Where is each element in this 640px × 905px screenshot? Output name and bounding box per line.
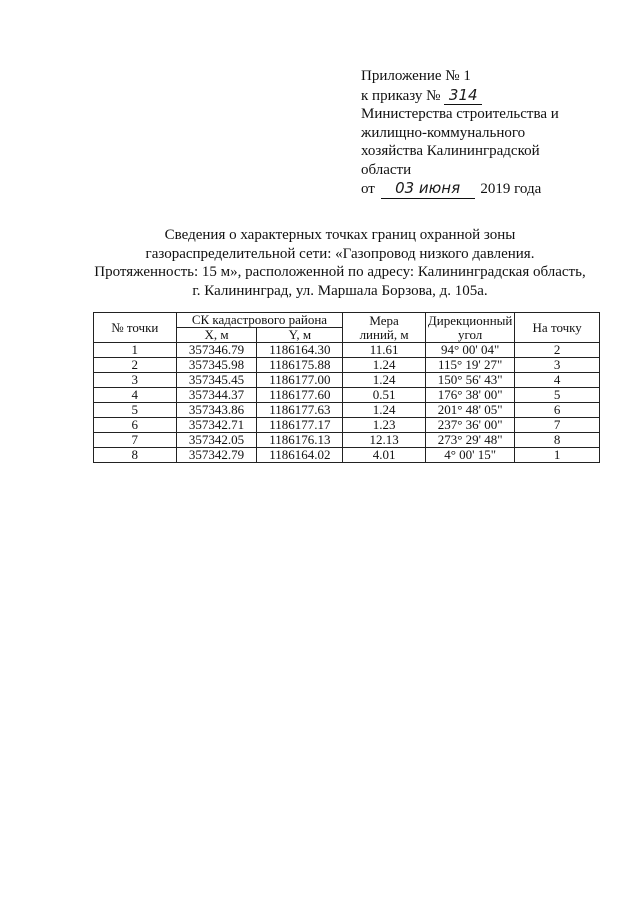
cell-point: 6 [94, 418, 177, 433]
order-prefix: к приказу № [361, 87, 441, 104]
cell-x: 357345.98 [176, 358, 257, 373]
cell-length: 12.13 [343, 433, 426, 448]
cell-angle: 115° 19' 27" [425, 358, 514, 373]
cell-point: 7 [94, 433, 177, 448]
date-handwritten: 03 июня [381, 179, 475, 199]
table-row [94, 448, 600, 463]
cell-y: 1186177.60 [257, 388, 343, 403]
cell-x: 357342.71 [176, 418, 257, 433]
cell-angle: 237° 36' 00" [425, 418, 514, 433]
document-title [70, 226, 610, 300]
cell-x: 357346.79 [176, 343, 257, 358]
cell-y: 1186164.30 [257, 343, 343, 358]
cell-x: 357345.45 [176, 373, 257, 388]
cell-length: 1.24 [343, 403, 426, 418]
cell-to-point: 4 [515, 373, 600, 388]
title-line-1: Сведения о характерных точках границ охранной зоны [164, 227, 516, 243]
cell-to-point: 5 [515, 388, 600, 403]
cell-to-point: 3 [515, 358, 600, 373]
cell-length: 1.24 [343, 358, 426, 373]
cell-angle: 201° 48' 05" [425, 403, 514, 418]
date-prefix: от [361, 181, 375, 197]
order-number-handwritten: 314 [444, 86, 482, 106]
cell-x: 357342.05 [176, 433, 257, 448]
cell-y: 1186177.17 [257, 418, 343, 433]
cell-to-point: 8 [515, 433, 600, 448]
cell-to-point: 6 [515, 403, 600, 418]
cell-angle: 273° 29' 48" [425, 433, 514, 448]
cell-angle: 4° 00' 15" [425, 448, 514, 463]
ministry-line-3: хозяйства Калининградской [361, 143, 540, 159]
cell-x: 357342.79 [176, 448, 257, 463]
cell-y: 1186177.00 [257, 373, 343, 388]
header-point: № точки [94, 313, 177, 343]
header-x: Х, м [176, 328, 257, 343]
cell-length: 1.24 [343, 373, 426, 388]
cell-angle: 150° 56' 43" [425, 373, 514, 388]
header-measure-line2: линий, м [359, 326, 409, 342]
cell-point: 2 [94, 358, 177, 373]
header-angle-line2: угол [457, 326, 483, 342]
table-row [94, 343, 600, 358]
table-row [94, 418, 600, 433]
ministry-line-1: Министерства строительства и [361, 106, 559, 122]
cell-x: 357343.86 [176, 403, 257, 418]
cell-to-point: 7 [515, 418, 600, 433]
cell-y: 1186177.63 [257, 403, 343, 418]
cell-y: 1186176.13 [257, 433, 343, 448]
cell-point: 8 [94, 448, 177, 463]
cell-length: 1.23 [343, 418, 426, 433]
header-measure [343, 313, 426, 343]
cell-angle: 176° 38' 00" [425, 388, 514, 403]
header-angle [425, 313, 514, 343]
header-y: Y, м [257, 328, 343, 343]
cell-length: 0.51 [343, 388, 426, 403]
date-suffix: 2019 года [480, 181, 542, 197]
cell-point: 3 [94, 373, 177, 388]
table-row [94, 358, 600, 373]
ministry-line-4: области [361, 161, 412, 178]
table-row [94, 403, 600, 418]
appendix-title: Приложение № 1 [361, 68, 471, 84]
header-measure-line1: Мера [369, 312, 399, 328]
cell-point: 4 [94, 388, 177, 403]
ministry-line-2: жилищно-коммунального [361, 124, 526, 141]
cell-x: 357344.37 [176, 388, 257, 403]
title-line-3: Протяженность: 15 м», расположенной по адресу: Калининградская область, [94, 264, 586, 280]
cell-length: 4.01 [343, 448, 426, 463]
title-line-4: г. Калининград, ул. Маршала Борзова, д. 105а. [192, 282, 488, 299]
cell-y: 1186175.88 [257, 358, 343, 373]
header-to-point: На точку [515, 313, 600, 343]
cell-y: 1186164.02 [257, 448, 343, 463]
table-row [94, 373, 600, 388]
date-line [361, 179, 621, 199]
header-angle-line1: Дирекционный [427, 312, 513, 328]
header-sk-group: СК кадастрового района [176, 313, 343, 328]
cell-point: 5 [94, 403, 177, 418]
cell-to-point: 1 [515, 448, 600, 463]
cell-point: 1 [94, 343, 177, 358]
cell-angle: 94° 00' 04" [425, 343, 514, 358]
title-line-2: газораспределительной сети: «Газопровод низкого давления. [145, 245, 535, 262]
cell-to-point: 2 [515, 343, 600, 358]
appendix-header [361, 67, 621, 199]
cell-length: 11.61 [343, 343, 426, 358]
table-row [94, 433, 600, 448]
table-row [94, 388, 600, 403]
order-line [361, 86, 621, 106]
points-table [93, 312, 600, 463]
